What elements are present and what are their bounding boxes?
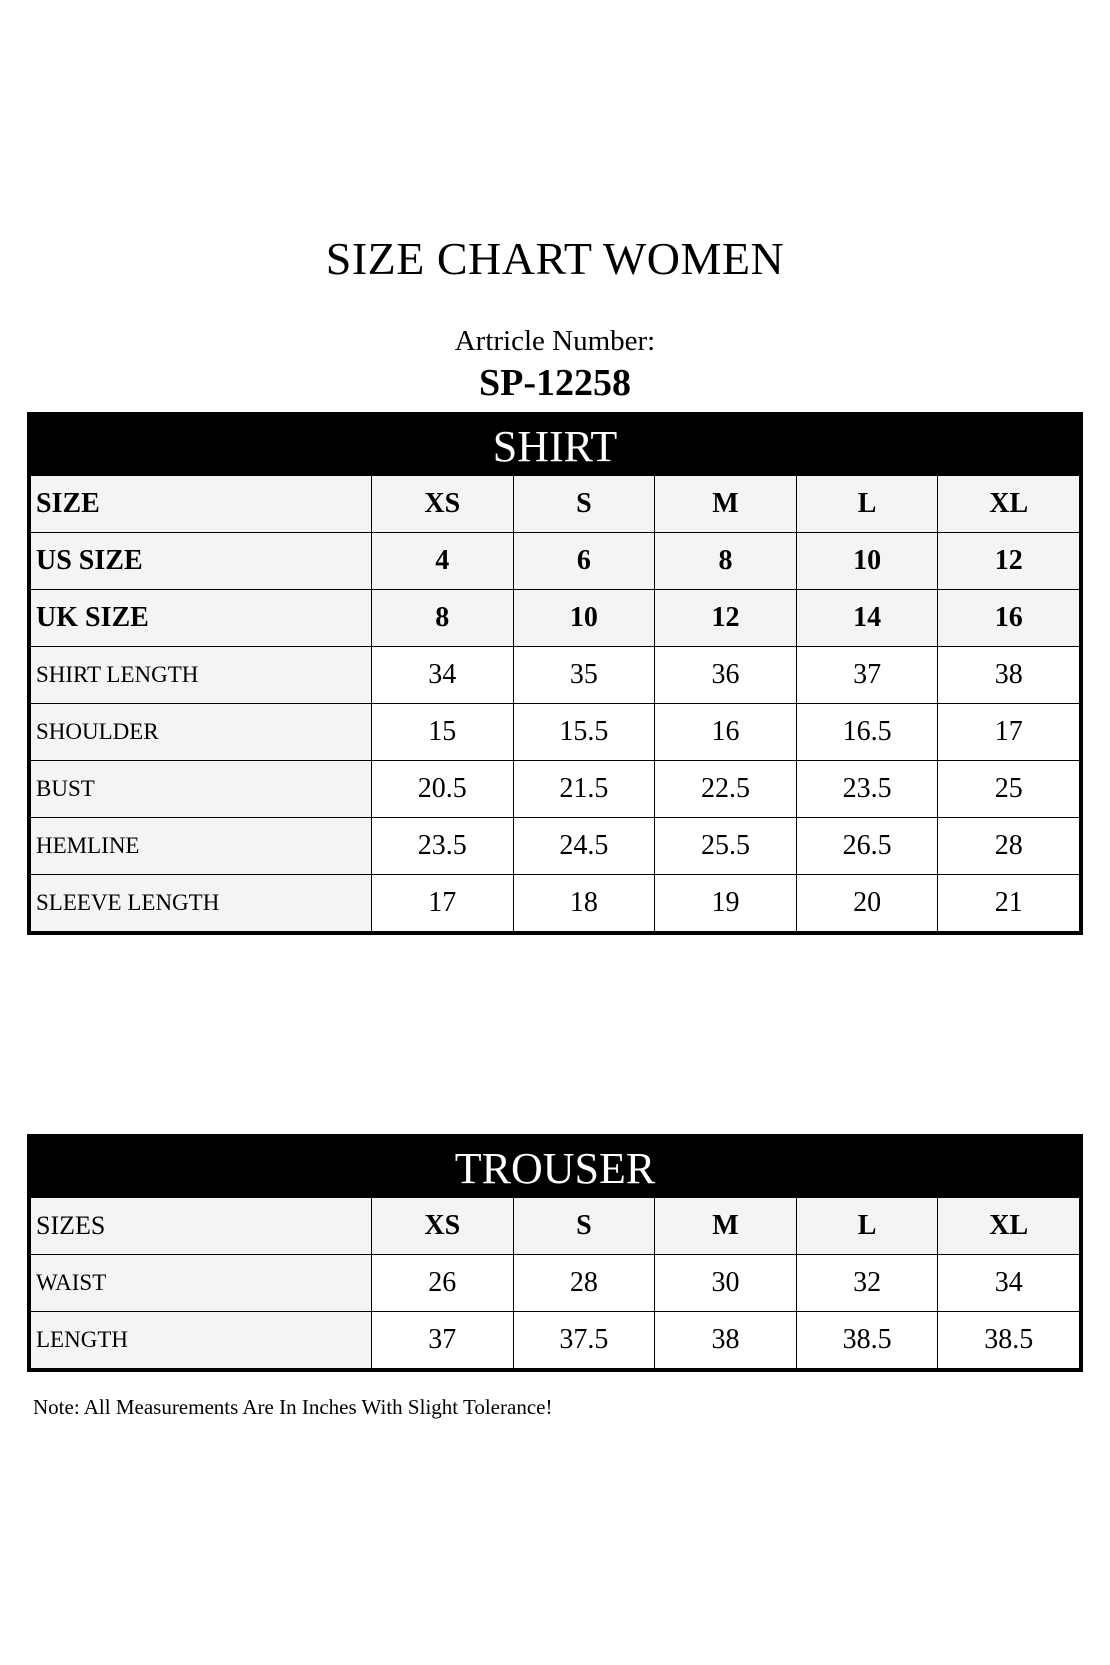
table-cell: 8 <box>655 533 797 590</box>
table-row <box>31 590 1080 647</box>
table-cell: 10 <box>796 533 938 590</box>
table-cell: 25 <box>938 761 1080 818</box>
table-row <box>31 761 1080 818</box>
table-row <box>31 875 1080 932</box>
table-cell: 38 <box>938 647 1080 704</box>
table-cell: 6 <box>513 533 655 590</box>
size-header-cell: XS <box>372 476 514 533</box>
table-cell: 26 <box>372 1255 514 1312</box>
size-header-cell: L <box>796 1198 938 1255</box>
row-label: HEMLINE <box>31 818 372 875</box>
table-cell: 21 <box>938 875 1080 932</box>
size-header-cell: S <box>513 476 655 533</box>
table-cell: 17 <box>372 875 514 932</box>
table-cell: 16 <box>655 704 797 761</box>
row-label: LENGTH <box>31 1312 372 1369</box>
table-cell: 19 <box>655 875 797 932</box>
row-label: BUST <box>31 761 372 818</box>
table-cell: 16.5 <box>796 704 938 761</box>
page-title: SIZE CHART WOMEN <box>325 233 785 284</box>
table-cell: 35 <box>513 647 655 704</box>
size-header-cell: M <box>655 1198 797 1255</box>
table-cell: 15.5 <box>513 704 655 761</box>
table-cell: 34 <box>938 1255 1080 1312</box>
size-header-cell: S <box>513 1198 655 1255</box>
table-cell: 23.5 <box>372 818 514 875</box>
table-cell: 25.5 <box>655 818 797 875</box>
table-cell: 32 <box>796 1255 938 1312</box>
table-cell: 38.5 <box>938 1312 1080 1369</box>
table-cell: 22.5 <box>655 761 797 818</box>
table-cell: 38.5 <box>796 1312 938 1369</box>
table-row <box>31 704 1080 761</box>
trouser-size-table <box>27 1134 1083 1372</box>
table-cell: 37 <box>796 647 938 704</box>
table-cell: 34 <box>372 647 514 704</box>
table-cell: 15 <box>372 704 514 761</box>
table-cell: 37.5 <box>513 1312 655 1369</box>
size-header-cell: XS <box>372 1198 514 1255</box>
row-label: SLEEVE LENGTH <box>31 875 372 932</box>
table-cell: 30 <box>655 1255 797 1312</box>
row-label: SIZES <box>31 1198 372 1255</box>
table-cell: 36 <box>655 647 797 704</box>
table-cell: 20 <box>796 875 938 932</box>
size-header-cell: XL <box>938 1198 1080 1255</box>
table-cell: 24.5 <box>513 818 655 875</box>
table-row <box>31 1198 1080 1255</box>
table-cell: 14 <box>796 590 938 647</box>
table-row <box>31 647 1080 704</box>
table-cell: 10 <box>513 590 655 647</box>
shirt-table-body <box>30 475 1080 932</box>
table-cell: 37 <box>372 1312 514 1369</box>
table-cell: 38 <box>655 1312 797 1369</box>
table-cell: 8 <box>372 590 514 647</box>
table-row <box>31 533 1080 590</box>
size-header-cell: XL <box>938 476 1080 533</box>
table-row <box>31 818 1080 875</box>
table-row <box>31 1255 1080 1312</box>
shirt-size-table <box>27 412 1083 935</box>
table-cell: 28 <box>938 818 1080 875</box>
table-cell: 23.5 <box>796 761 938 818</box>
table-row <box>31 476 1080 533</box>
shirt-table-heading: SHIRT <box>30 415 1080 475</box>
table-cell: 12 <box>938 533 1080 590</box>
article-number-label: Artricle Number: <box>454 325 656 357</box>
row-label: WAIST <box>31 1255 372 1312</box>
trouser-table-heading: TROUSER <box>30 1137 1080 1197</box>
table-row <box>31 1312 1080 1369</box>
row-label: SIZE <box>31 476 372 533</box>
table-cell: 20.5 <box>372 761 514 818</box>
row-label: SHIRT LENGTH <box>31 647 372 704</box>
table-cell: 21.5 <box>513 761 655 818</box>
article-number: SP-12258 <box>479 362 631 404</box>
trouser-table-body <box>30 1197 1080 1369</box>
table-cell: 4 <box>372 533 514 590</box>
table-cell: 12 <box>655 590 797 647</box>
row-label: US SIZE <box>31 533 372 590</box>
row-label: SHOULDER <box>31 704 372 761</box>
size-header-cell: M <box>655 476 797 533</box>
table-cell: 18 <box>513 875 655 932</box>
table-cell: 16 <box>938 590 1080 647</box>
row-label: UK SIZE <box>31 590 372 647</box>
table-cell: 17 <box>938 704 1080 761</box>
measurement-note: Note: All Measurements Are In Inches With Slight Tolerance! <box>33 1395 553 1419</box>
table-cell: 26.5 <box>796 818 938 875</box>
table-cell: 28 <box>513 1255 655 1312</box>
size-header-cell: L <box>796 476 938 533</box>
